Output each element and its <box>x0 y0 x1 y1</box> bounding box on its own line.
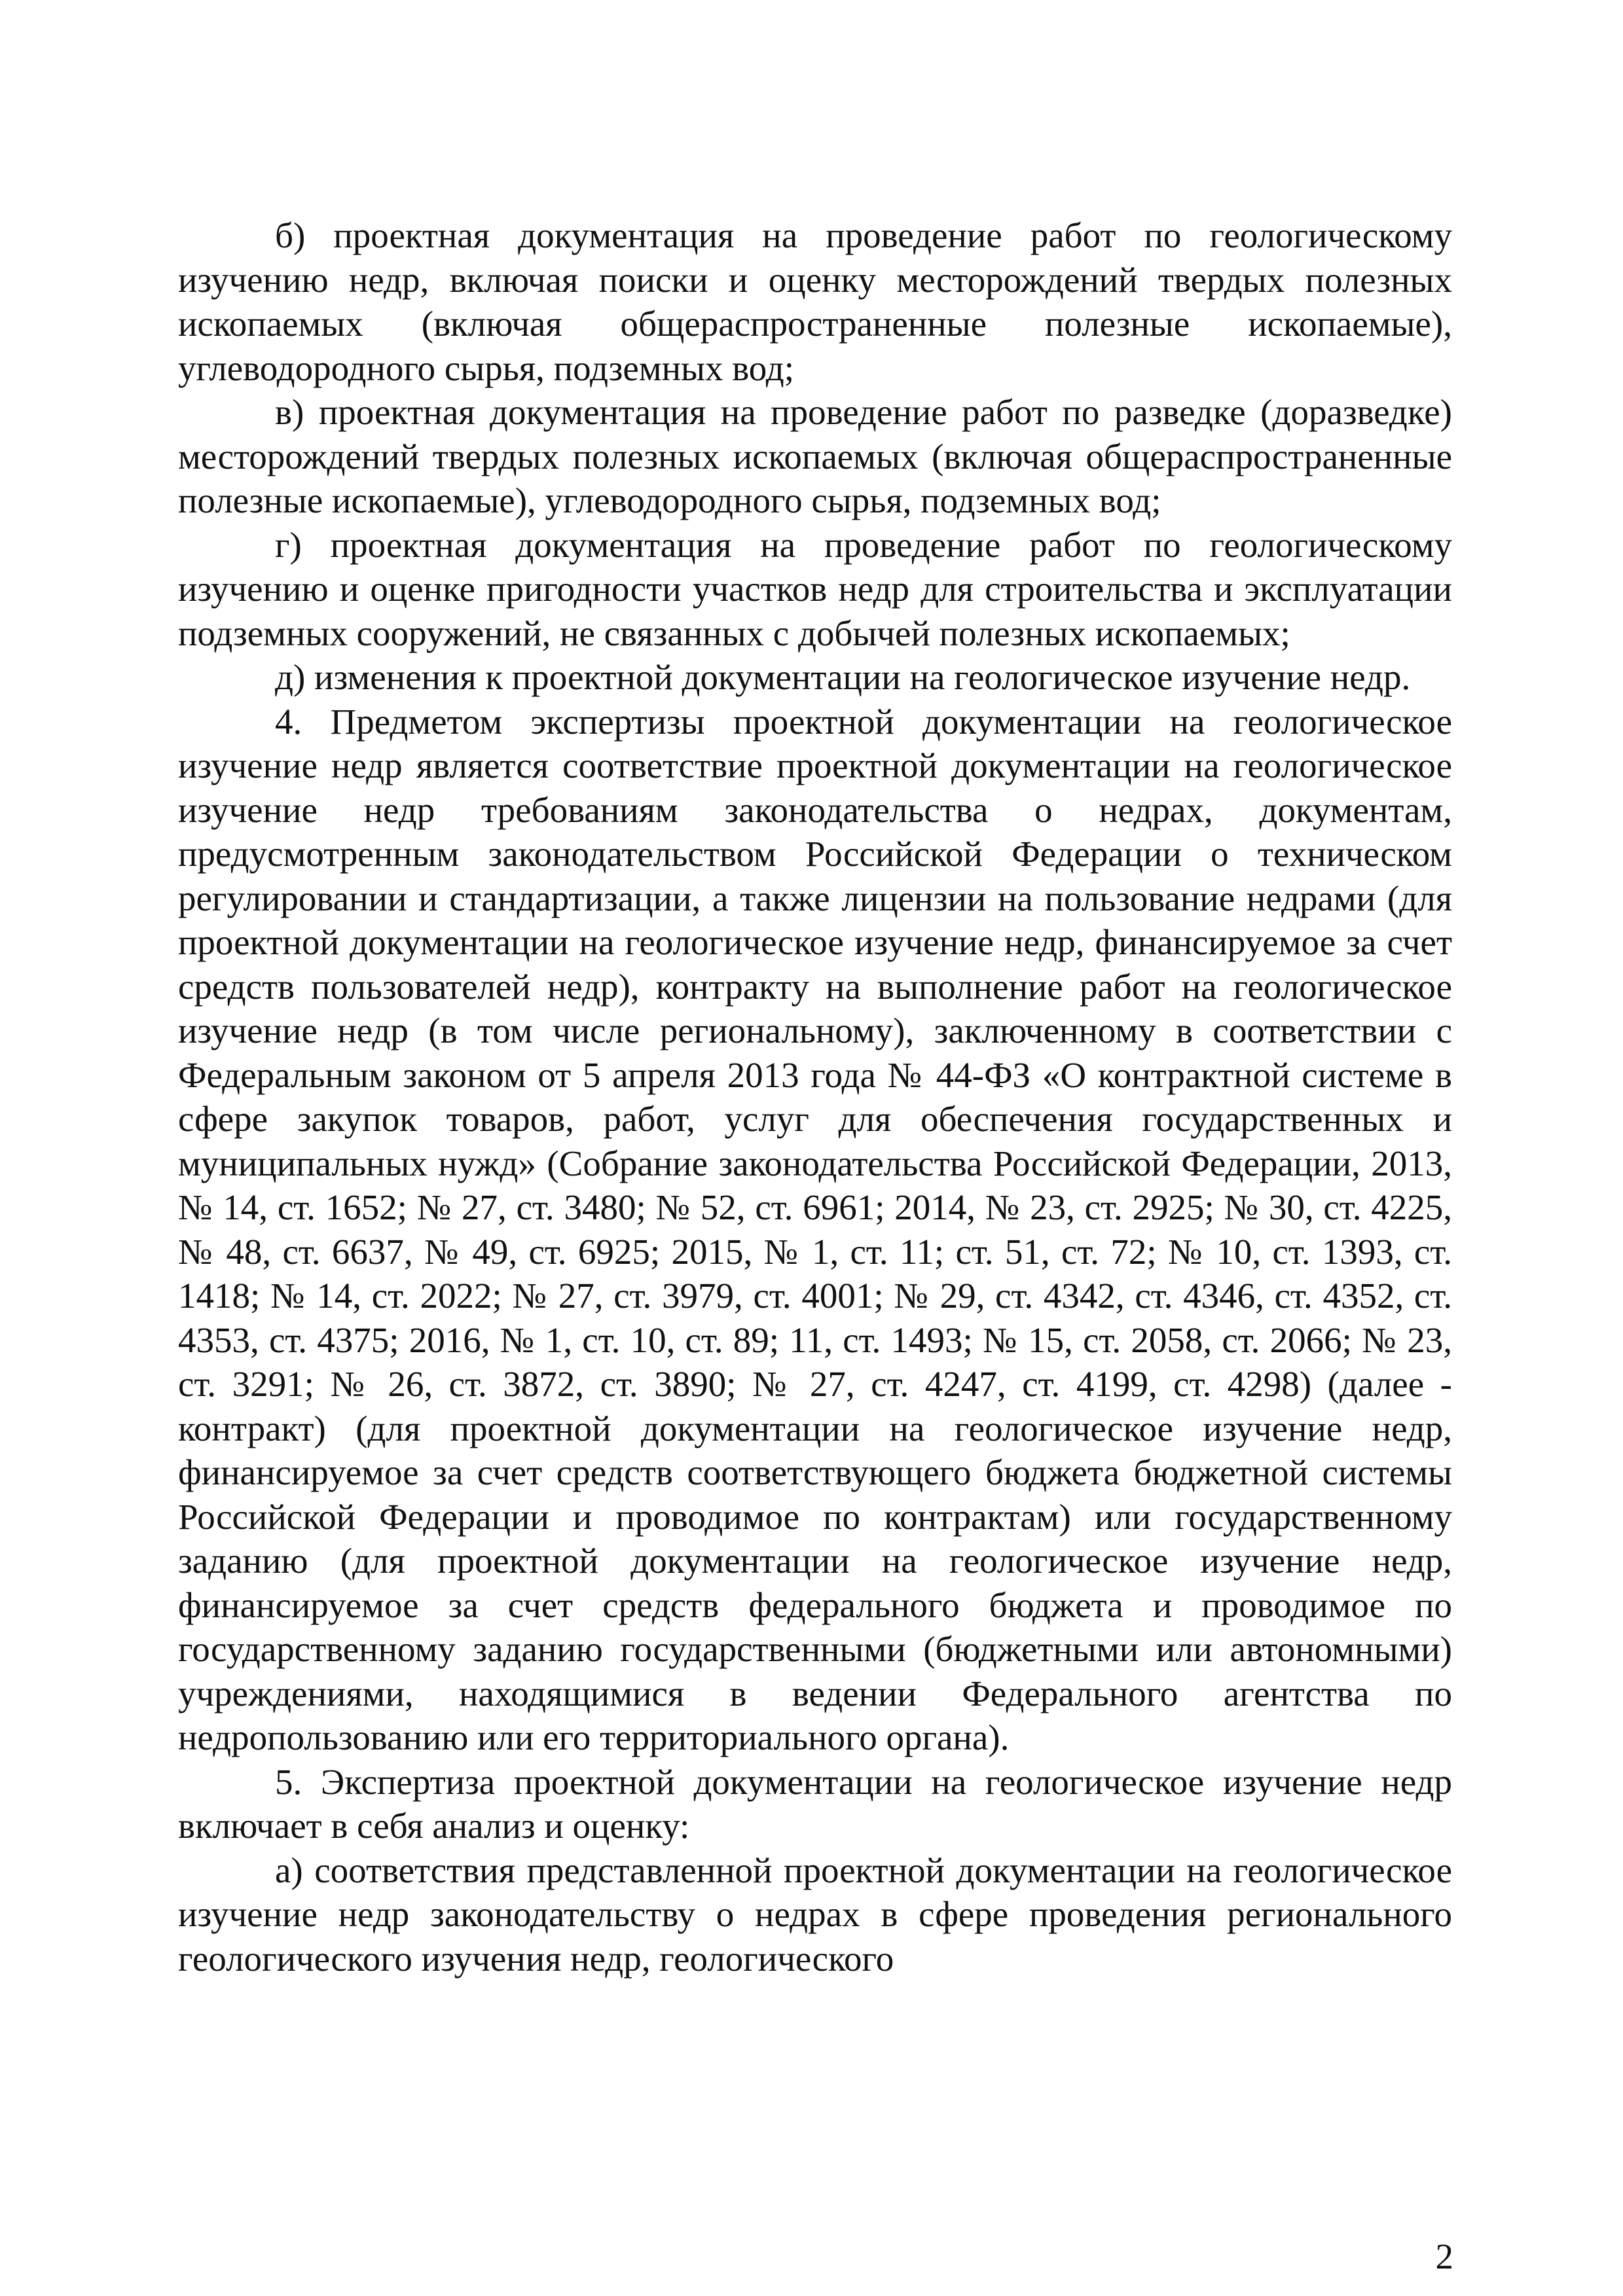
paragraph-item-d: д) изменения к проектной документации на геологическое изучение недр. <box>275 657 1411 697</box>
page-number: 2 <box>1435 2236 1453 2276</box>
paragraph-item-g: г) проектная документация на проведение работ по геологическому изучению и оценке пригодности участков недр для строительства и эксплуатации подземных сооружений, не связанных с добычей полезных ископаемых; <box>178 524 1452 653</box>
paragraph-section-4: 4. Предметом экспертизы проектной документации на геологическое изучение недр является соответствие проектной документации на геологическое изучение недр требованиям законодательства о недрах, документам, предусмотренным законодательством Российской Федерации о техническом регулировании и стандартизации, а также лицензии на пользование недрами (для проектной документации на геологическое изучение недр, финансируемое за счет средств пользователей недр), контракту на выполнение работ на геологическое изучение недр (в том числе региональному), заключенному в соответствии с Федеральным законом от 5 апреля 2013 года № 44-ФЗ «О контрактной системе в сфере закупок товаров, работ, услуг для обеспечения государственных и муниципальных нужд» (Собрание законодательства Российской Федерации, 2013, № 14, ст. 1652; № 27, ст. 3480; № 52, ст. 6961; 2014, № 23, ст. 2925; № 30, ст. 4225, № 48, ст. 6637, № 49, ст. 6925; 2015, № 1, ст. 11; ст. 51, ст. 72; № 10, ст. 1393, ст. 1418; № 14, ст. 2022; № 27, ст. 3979, ст. 4001; № 29, ст. 4342, ст. 4346, ст. 4352, ст. 4353, ст. 4375; 2016, № 1, ст. 10, ст. 89; 11, ст. 1493; № 15, ст. 2058, ст. 2066; № 23, ст. 3291; № 26, ст. 3872, ст. 3890; № 27, ст. 4247, ст. 4199, ст. 4298) (далее - контракт) (для проектной документации на геологическое изучение недр, финансируемое за счет средств соответствующего бюджета бюджетной системы Российской Федерации и проводимое по контрактам) или государственному заданию (для проектной документации на геологическое изучение недр, финансируемое за счет средств федерального бюджета и проводимое по государственному заданию государственными (бюджетными или автономными) учреждениями, находящимися в ведении Федерального агентства по недропользованию или его территориального органа). <box>178 701 1452 1757</box>
paragraph-item-b: б) проектная документация на проведение работ по геологическому изучению недр, включая поиски и оценку месторождений твердых полезных ископаемых (включая общераспространенные полезные ископаемые), углеводородного сырья, подземных вод; <box>178 215 1452 388</box>
paragraph-item-v: в) проектная документация на проведение работ по разведке (доразведке) месторождений твердых полезных ископаемых (включая общераспространенные полезные ископаемые), углеводородного сырья, подземных вод; <box>178 392 1452 520</box>
paragraph-section-5: 5. Экспертиза проектной документации на геологическое изучение недр включает в себя анализ и оценку: <box>178 1761 1452 1846</box>
paragraph-item-a: а) соответствия представленной проектной документации на геологическое изучение недр законодательству о недрах в сфере проведения регионального геологического изучения недр, геологического <box>178 1850 1452 1979</box>
document-body <box>178 213 1452 1981</box>
